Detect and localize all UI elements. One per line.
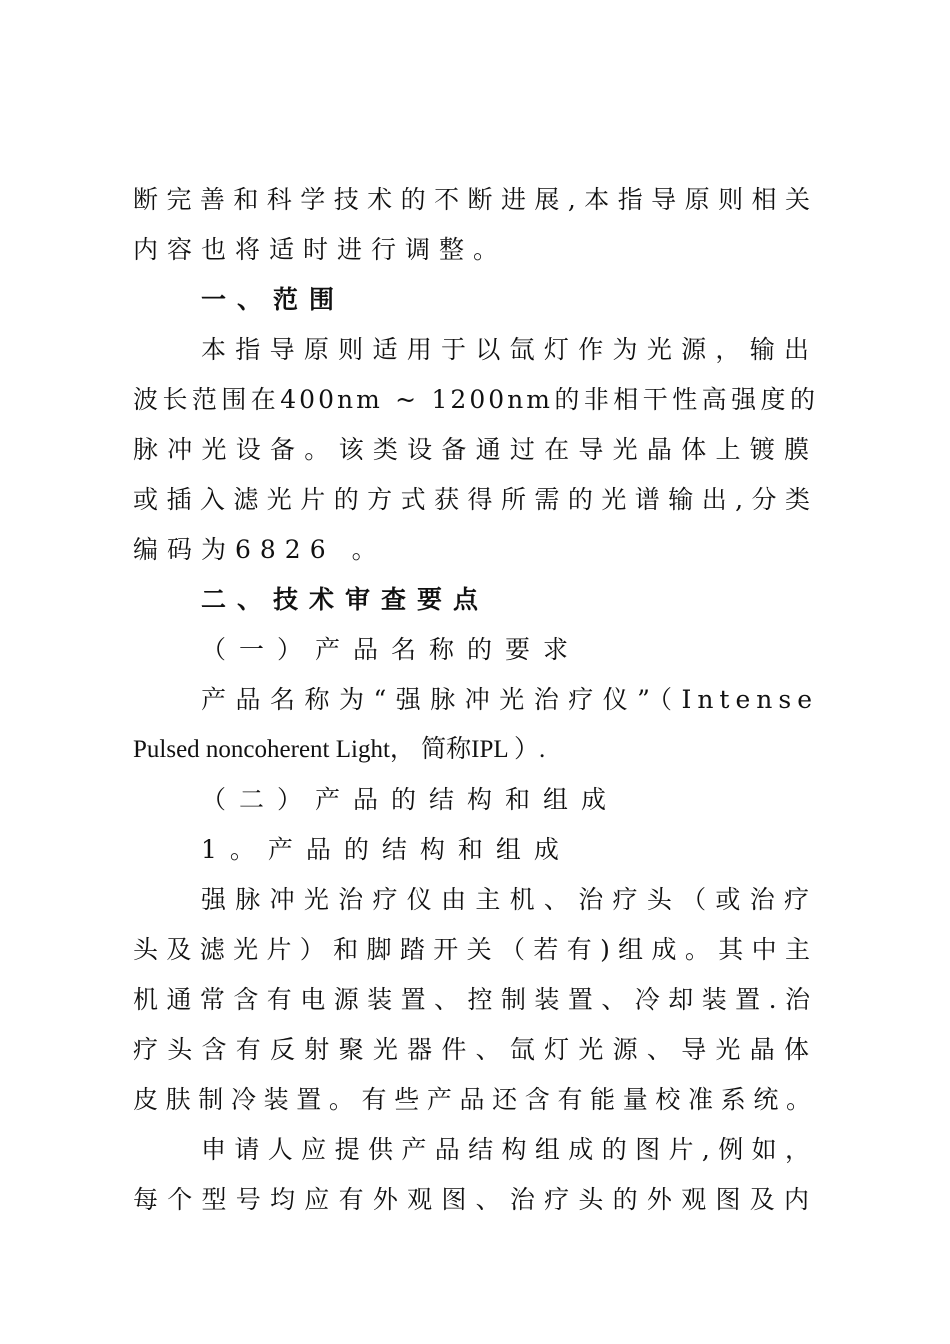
item-heading-structure: 1。产品的结构和组成 [201,835,572,864]
body-text-line: 波长范围在400nm ~ 1200nm的非相干性高强度的 [133,385,818,414]
body-text-line: 或插入滤光片的方式获得所需的光谱输出,分类 [133,485,818,514]
body-text-line: 断完善和科学技术的不断进展,本指导原则相关 [133,185,818,214]
body-text-line: 脉冲光设备。该类设备通过在导光晶体上镀膜 [133,435,818,464]
section-heading-review-points: 二、技术审查要点 [201,585,490,614]
section-heading-scope: 一、范围 [201,285,346,314]
body-text-line: 每个型号均应有外观图、治疗头的外观图及内 [133,1185,818,1214]
body-text-line: 申请人应提供产品结构组成的图片,例如， [201,1135,818,1164]
body-text-line: 产品名称为“强脉冲光治疗仪”（Intense [201,685,818,714]
body-text-line: 强脉冲光治疗仪由主机、治疗头（或治疗 [201,885,818,914]
body-text-line: 疗头含有反射聚光器件、氙灯光源、导光晶体 [133,1035,818,1064]
subsection-heading-structure: （二）产品的结构和组成 [201,785,620,814]
body-text-line: 本指导原则适用于以氙灯作为光源，输出 [201,335,818,364]
subsection-heading-product-name: （一）产品名称的要求 [201,635,582,664]
body-text-line: 皮肤制冷装置。有些产品还含有能量校准系统。 [133,1085,818,1114]
body-text-line: 内容也将适时进行调整。 [133,235,508,264]
body-text-line: 机通常含有电源装置、控制装置、冷却装置.治 [133,985,818,1014]
body-text-line: 头及滤光片）和脚踏开关（若有)组成。其中主 [133,935,818,964]
body-text-line: 编码为6826 。 [133,535,386,564]
body-text-line: Pulsed noncoherent Light， 简称IPL ）. [133,736,546,763]
